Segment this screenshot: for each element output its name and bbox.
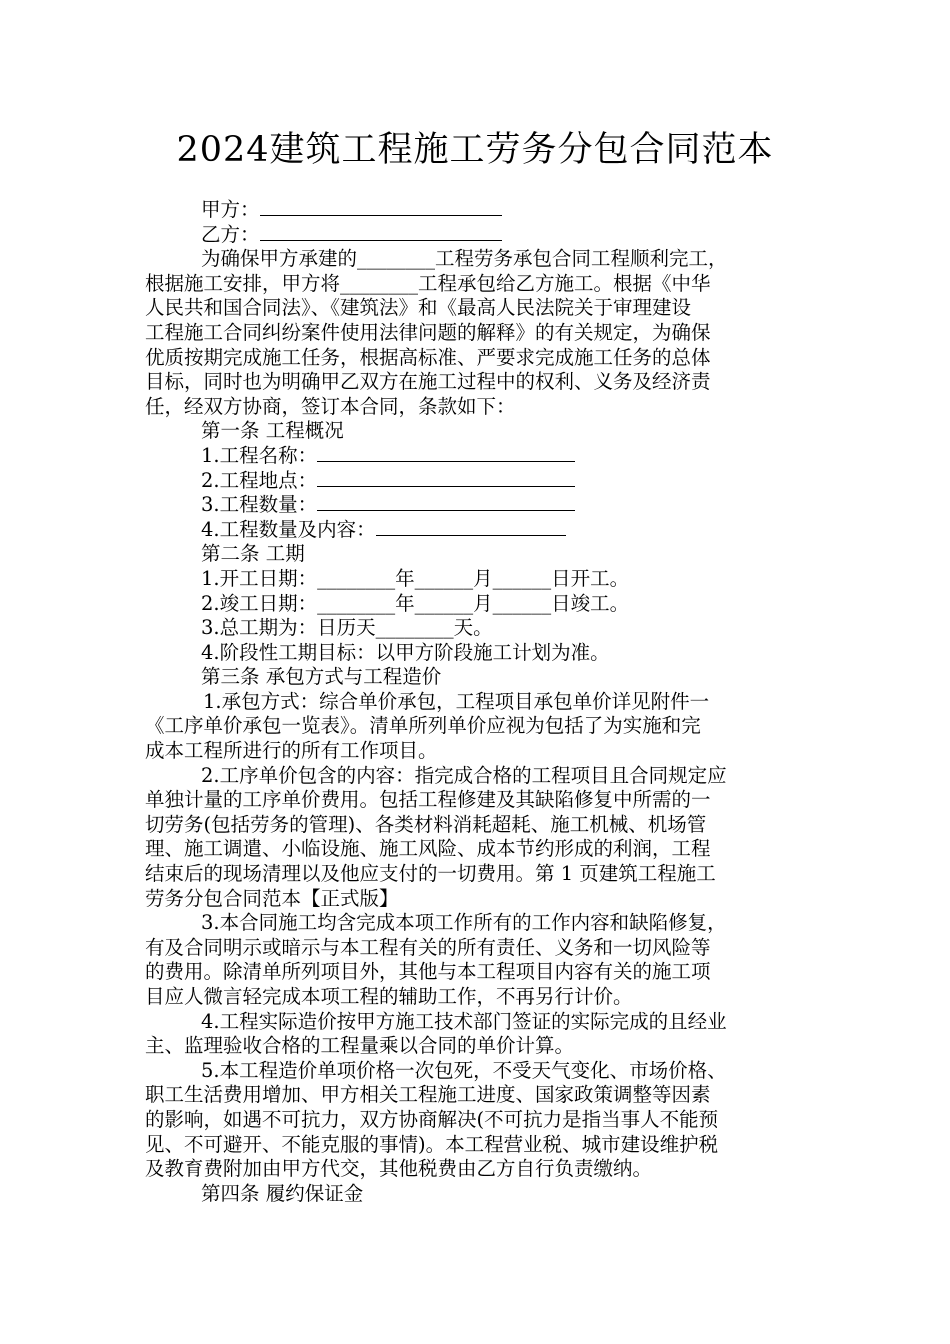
party-b-label: 乙方： [201,222,260,246]
fill-blank [317,445,575,462]
article2-heading: 第二条 工期 [201,542,305,566]
article3-line: 4.工程实际造价按甲方施工技术部门签证的实际完成的且经业 [201,1009,727,1033]
article1-item-label: 3.工程数量： [201,493,318,517]
article3-line: 目应人微言轻完成本项工程的辅助工作，不再另行计价。 [145,985,633,1008]
intro-line: 目标，同时也为明确甲乙双方在施工过程中的权利、义务及经济责 [145,370,711,394]
article3-line: 的影响，如遇不可抗力，双方协商解决(不可抗力是指当事人不能预 [145,1107,719,1131]
article3-line: 单独计量的工序单价费用。包括工程修建及其缺陷修复中所需的一 [145,788,711,812]
article4-heading: 第四条 履约保证金 [201,1181,364,1205]
intro-line: 人民共和国合同法》、《建筑法》和《最高人民法院关于审理建设 [145,296,692,320]
article1-item [145,444,820,469]
party-a-blank [260,199,502,216]
article3-line: 结束后的现场清理以及他应支付的一切费用。第 1 页建筑工程施工 [145,862,716,886]
article3-heading: 第三条 承包方式与工程造价 [201,665,442,689]
article1-item [145,493,820,518]
article3-line: 职工生活费用增加、甲方相关工程施工进度、国家政策调整等因素 [145,1083,711,1107]
article3-line: 劳务分包合同范本【正式版】 [145,886,399,910]
article1-item [145,518,820,543]
article3-line: 主、监理验收合格的工程量乘以合同的单价计算。 [145,1034,575,1058]
party-a-label: 甲方： [201,198,260,221]
article2-item: 1.开工日期：________年______月______日开工。 [201,566,630,590]
document-body [145,198,820,1206]
party-b-line [145,223,820,248]
article2-item: 4.阶段性工期目标：以甲方阶段施工计划为准。 [201,640,610,664]
article3-line: 成本工程所进行的所有工作项目。 [145,739,438,763]
party-a-line [145,198,820,223]
article3-line: 5.本工程造价单项价格一次包死，不受天气变化、市场价格、 [201,1058,727,1082]
intro-line: 为确保甲方承建的________工程劳务承包合同工程顺利完工， [201,247,728,271]
intro-line: 任，经双方协商，签订本合同，条款如下： [145,394,516,418]
article3-line: 见、不可避开、不能克服的事情)。本工程营业税、城市建设维护税 [145,1132,719,1156]
article1-heading: 第一条 工程概况 [201,419,344,443]
article1-item-label: 2.工程地点： [201,468,318,492]
intro-line: 优质按期完成施工任务，根据高标准、严要求完成施工任务的总体 [145,345,711,369]
intro-line: 工程施工合同纠纷案件使用法律问题的解释》的有关规定，为确保 [145,320,711,344]
article3-line: 有及合同明示或暗示与本工程有关的所有责任、义务和一切风险等 [145,935,711,959]
fill-blank [376,519,566,536]
intro-line: 根据施工安排，甲方将________工程承包给乙方施工。根据《中华 [145,271,711,295]
article1-item-label: 1.工程名称： [201,443,318,467]
article1-item [145,469,820,494]
article2-item: 2.竣工日期：________年______月______日竣工。 [201,591,630,615]
article3-line: 《工序单价承包一览表》。清单所列单价应视为包括了为实施和完 [145,714,701,738]
article1-item-label: 4.工程数量及内容： [201,517,376,541]
article3-line: 1.承包方式：综合单价承包，工程项目承包单价详见附件一 [203,689,710,713]
party-b-blank [260,224,502,241]
article3-line: 理、施工调遣、小临设施、施工风险、成本节约形成的利润，工程 [145,837,711,861]
article3-line: 的费用。除清单所列项目外，其他与本工程项目内容有关的施工项 [145,960,711,984]
document-title: 2024建筑工程施工劳务分包合同范本 [176,130,774,170]
article3-line: 切劳务(包括劳务的管理)、各类材料消耗超耗、施工机械、机场管 [145,812,707,836]
article2-item: 3.总工期为：日历天________天。 [201,616,493,640]
article3-line: 及教育费附加由甲方代交，其他税费由乙方自行负责缴纳。 [145,1157,653,1181]
article3-line: 3.本合同施工均含完成本项工作所有的工作内容和缺陷修复， [201,911,727,935]
fill-blank [317,494,575,511]
article3-line: 2.工序单价包含的内容：指完成合格的工程项目且合同规定应 [201,763,727,787]
fill-blank [317,470,575,487]
